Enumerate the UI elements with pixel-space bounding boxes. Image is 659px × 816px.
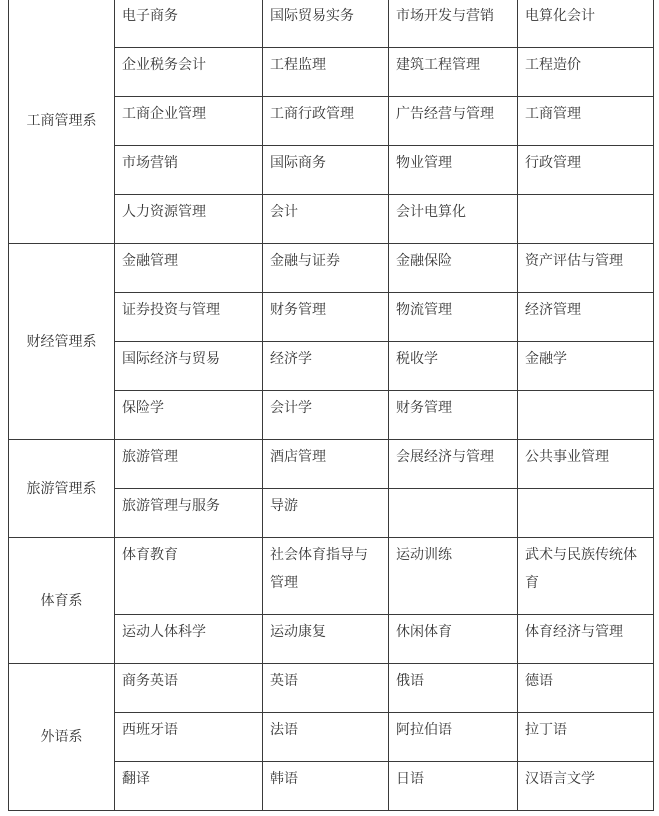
department-name: 旅游管理系 bbox=[9, 440, 115, 538]
major-cell: 金融学 bbox=[518, 342, 654, 391]
major-cell: 工商管理 bbox=[518, 97, 654, 146]
major-cell: 会计学 bbox=[263, 391, 389, 440]
major-cell: 工商行政管理 bbox=[263, 97, 389, 146]
major-cell: 物流管理 bbox=[389, 293, 518, 342]
major-cell: 金融保险 bbox=[389, 244, 518, 293]
major-cell: 社会体育指导与管理 bbox=[263, 538, 389, 615]
major-cell: 休闲体育 bbox=[389, 615, 518, 664]
major-cell: 运动人体科学 bbox=[115, 615, 263, 664]
major-cell: 证券投资与管理 bbox=[115, 293, 263, 342]
major-cell: 会计电算化 bbox=[389, 195, 518, 244]
major-cell: 西班牙语 bbox=[115, 713, 263, 762]
table-row bbox=[9, 0, 654, 48]
major-cell bbox=[518, 195, 654, 244]
table-row bbox=[9, 440, 654, 489]
majors-table bbox=[8, 0, 654, 811]
major-cell: 德语 bbox=[518, 664, 654, 713]
major-cell: 财务管理 bbox=[389, 391, 518, 440]
major-cell: 会展经济与管理 bbox=[389, 440, 518, 489]
major-cell: 企业税务会计 bbox=[115, 48, 263, 97]
major-cell: 保险学 bbox=[115, 391, 263, 440]
major-cell: 日语 bbox=[389, 762, 518, 811]
department-name: 体育系 bbox=[9, 538, 115, 664]
major-cell: 国际商务 bbox=[263, 146, 389, 195]
major-cell: 商务英语 bbox=[115, 664, 263, 713]
major-cell: 工商企业管理 bbox=[115, 97, 263, 146]
major-cell bbox=[518, 391, 654, 440]
major-cell: 法语 bbox=[263, 713, 389, 762]
major-cell: 金融与证券 bbox=[263, 244, 389, 293]
major-cell: 资产评估与管理 bbox=[518, 244, 654, 293]
major-cell: 财务管理 bbox=[263, 293, 389, 342]
major-cell: 俄语 bbox=[389, 664, 518, 713]
major-cell: 阿拉伯语 bbox=[389, 713, 518, 762]
major-cell: 体育教育 bbox=[115, 538, 263, 615]
major-cell: 韩语 bbox=[263, 762, 389, 811]
table-row bbox=[9, 244, 654, 293]
major-cell: 国际贸易实务 bbox=[263, 0, 389, 48]
major-cell: 电子商务 bbox=[115, 0, 263, 48]
major-cell: 运动康复 bbox=[263, 615, 389, 664]
department-name: 工商管理系 bbox=[9, 0, 115, 244]
major-cell: 翻译 bbox=[115, 762, 263, 811]
major-cell: 人力资源管理 bbox=[115, 195, 263, 244]
major-cell: 市场营销 bbox=[115, 146, 263, 195]
major-cell: 物业管理 bbox=[389, 146, 518, 195]
major-cell: 电算化会计 bbox=[518, 0, 654, 48]
major-cell bbox=[518, 489, 654, 538]
major-cell: 汉语言文学 bbox=[518, 762, 654, 811]
major-cell: 运动训练 bbox=[389, 538, 518, 615]
major-cell: 体育经济与管理 bbox=[518, 615, 654, 664]
major-cell: 工程监理 bbox=[263, 48, 389, 97]
major-cell: 经济管理 bbox=[518, 293, 654, 342]
major-cell: 旅游管理 bbox=[115, 440, 263, 489]
major-cell: 英语 bbox=[263, 664, 389, 713]
major-cell: 工程造价 bbox=[518, 48, 654, 97]
major-cell bbox=[389, 489, 518, 538]
major-cell: 广告经营与管理 bbox=[389, 97, 518, 146]
major-cell: 会计 bbox=[263, 195, 389, 244]
major-cell: 市场开发与营销 bbox=[389, 0, 518, 48]
major-cell: 武术与民族传统体育 bbox=[518, 538, 654, 615]
major-cell: 拉丁语 bbox=[518, 713, 654, 762]
major-cell: 税收学 bbox=[389, 342, 518, 391]
major-cell: 国际经济与贸易 bbox=[115, 342, 263, 391]
major-cell: 建筑工程管理 bbox=[389, 48, 518, 97]
major-cell: 经济学 bbox=[263, 342, 389, 391]
major-cell: 酒店管理 bbox=[263, 440, 389, 489]
department-name: 外语系 bbox=[9, 664, 115, 811]
major-cell: 行政管理 bbox=[518, 146, 654, 195]
table-row bbox=[9, 664, 654, 713]
major-cell: 金融管理 bbox=[115, 244, 263, 293]
major-cell: 旅游管理与服务 bbox=[115, 489, 263, 538]
major-cell: 公共事业管理 bbox=[518, 440, 654, 489]
table-row bbox=[9, 538, 654, 615]
department-name: 财经管理系 bbox=[9, 244, 115, 440]
major-cell: 导游 bbox=[263, 489, 389, 538]
